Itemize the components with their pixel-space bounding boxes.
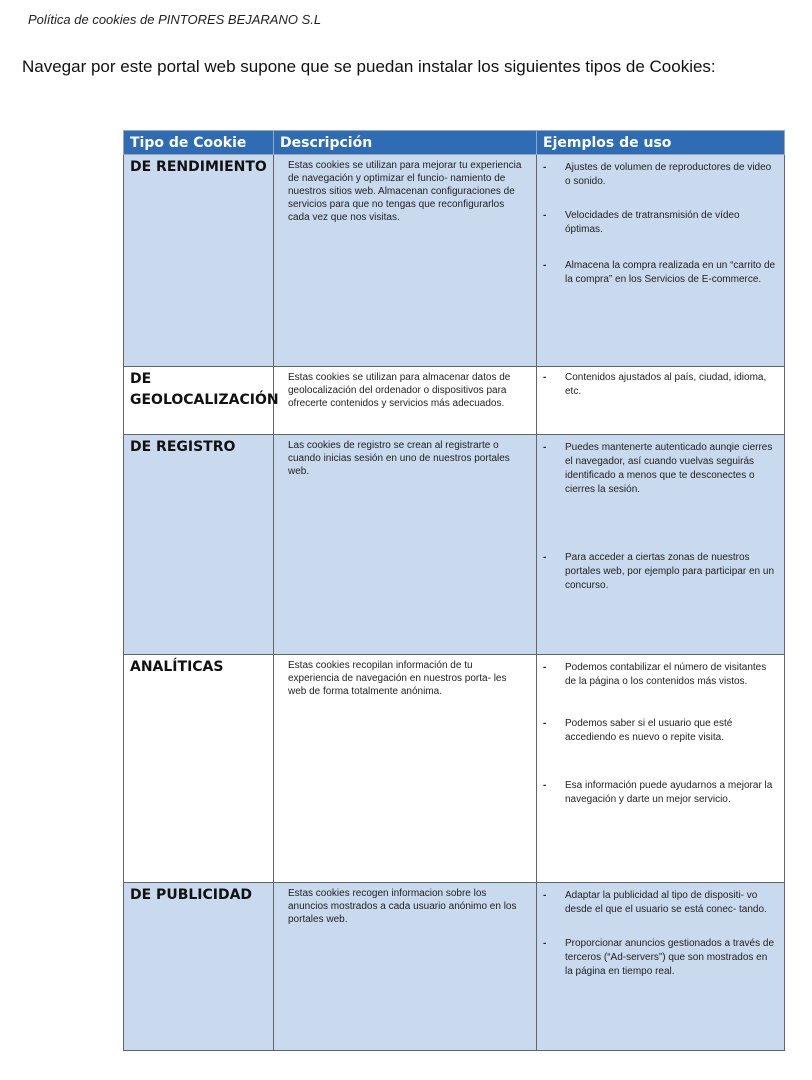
table-row bbox=[124, 155, 785, 367]
cookie-examples-cell bbox=[537, 367, 785, 435]
cookie-description-cell: Las cookies de registro se crean al registrarte o cuando inicias sesión en uno de nuestros portales web. bbox=[274, 435, 537, 655]
example-text: Ajustes de volumen de reproductores de video o sonido. bbox=[565, 162, 772, 187]
example-text: Para acceder a ciertas zonas de nuestros portales web, por ejemplo para participar en un concurso. bbox=[565, 552, 775, 591]
example-text: Almacena la compra realizada en un “carrito de la compra” en los Servicios de E-commerce. bbox=[565, 260, 776, 285]
cookie-examples-cell bbox=[537, 155, 785, 367]
bullet-dash-icon: - bbox=[543, 162, 547, 173]
intro-paragraph: Navegar por este portal web supone que se puedan instalar los siguientes tipos de Cookies: bbox=[22, 57, 716, 76]
example-item bbox=[543, 661, 776, 689]
column-header-type: Tipo de Cookie bbox=[124, 131, 274, 155]
example-text: Adaptar la publicidad al tipo de dispositi- vo desde el que el usuario se está conec- tando. bbox=[565, 890, 767, 915]
cookie-type-cell: DE REGISTRO bbox=[124, 435, 274, 655]
example-item bbox=[543, 937, 776, 979]
bullet-dash-icon: - bbox=[543, 938, 547, 949]
cookie-examples-cell bbox=[537, 655, 785, 883]
bullet-dash-icon: - bbox=[543, 260, 547, 271]
bullet-dash-icon: - bbox=[543, 780, 547, 791]
cookie-description-cell: Estas cookies recopilan información de tu experiencia de navegación en nuestros porta- les web de forma totalmente anónima. bbox=[274, 655, 537, 883]
example-item bbox=[543, 371, 776, 399]
bullet-dash-icon: - bbox=[543, 662, 547, 673]
example-item bbox=[543, 259, 776, 287]
cookie-type-cell: DE PUBLICIDAD bbox=[124, 883, 274, 1051]
example-text: Esa información puede ayudarnos a mejorar la navegación y darte un mejor servicio. bbox=[565, 780, 773, 805]
cookie-examples-cell bbox=[537, 883, 785, 1051]
column-header-description: Descripción bbox=[274, 131, 537, 155]
example-item bbox=[543, 441, 776, 497]
bullet-dash-icon: - bbox=[543, 442, 547, 453]
example-text: Proporcionar anuncios gestionados a través de terceros (“Ad-servers”) que son mostrados en la página en tiempo real. bbox=[565, 938, 775, 977]
bullet-dash-icon: - bbox=[543, 552, 547, 563]
example-item bbox=[543, 161, 776, 189]
bullet-dash-icon: - bbox=[543, 718, 547, 729]
example-text: Podemos saber si el usuario que esté accediendo es nuevo o repite visita. bbox=[565, 718, 733, 743]
table-row bbox=[124, 883, 785, 1051]
document-header-title: Política de cookies de PINTORES BEJARANO S.L bbox=[28, 12, 322, 27]
cookie-description-cell: Estas cookies se utilizan para almacenar datos de geolocalización del ordenador o dispositivos para ofrecerte contenidos y servicios más adecuados. bbox=[274, 367, 537, 435]
example-item bbox=[543, 779, 776, 807]
cookie-type-cell: ANALÍTICAS bbox=[124, 655, 274, 883]
column-header-examples: Ejemplos de uso bbox=[537, 131, 785, 155]
cookie-type-cell: DE GEOLOCALIZACIÓN bbox=[124, 367, 274, 435]
example-item bbox=[543, 551, 776, 593]
cookie-type-cell: DE RENDIMIENTO bbox=[124, 155, 274, 367]
bullet-dash-icon: - bbox=[543, 890, 547, 901]
example-text: Velocidades de tratransmisión de vídeo óptimas. bbox=[565, 210, 740, 235]
bullet-dash-icon: - bbox=[543, 210, 547, 221]
table-row bbox=[124, 435, 785, 655]
cookie-types-table bbox=[123, 130, 785, 1051]
example-item bbox=[543, 889, 776, 917]
example-item bbox=[543, 717, 776, 745]
example-item bbox=[543, 209, 776, 237]
table-row bbox=[124, 367, 785, 435]
cookie-description-cell: Estas cookies se utilizan para mejorar tu experiencia de navegación y optimizar el funcio- namiento de nuestros sitios web. Almacenan configuraciones de servicios para que no tengas que reconfigurarlos cada vez que nos visitas. bbox=[274, 155, 537, 367]
example-text: Puedes mantenerte autenticado aunqie cierres el navegador, así cuando vuelvas seguirás identificado a menos que te desconectes o cierres la sesión. bbox=[565, 442, 773, 495]
table-header-row bbox=[124, 131, 785, 155]
example-text: Podemos contabilizar el número de visitantes de la página o los contenidos más vistos. bbox=[565, 662, 767, 687]
cookie-examples-cell bbox=[537, 435, 785, 655]
bullet-dash-icon: - bbox=[543, 372, 547, 383]
table-row bbox=[124, 655, 785, 883]
cookie-description-cell: Estas cookies recogen informacion sobre los anuncios mostrados a cada usuario anónimo en los portales web. bbox=[274, 883, 537, 1051]
example-text: Contenidos ajustados al país, ciudad, idioma, etc. bbox=[565, 372, 767, 397]
